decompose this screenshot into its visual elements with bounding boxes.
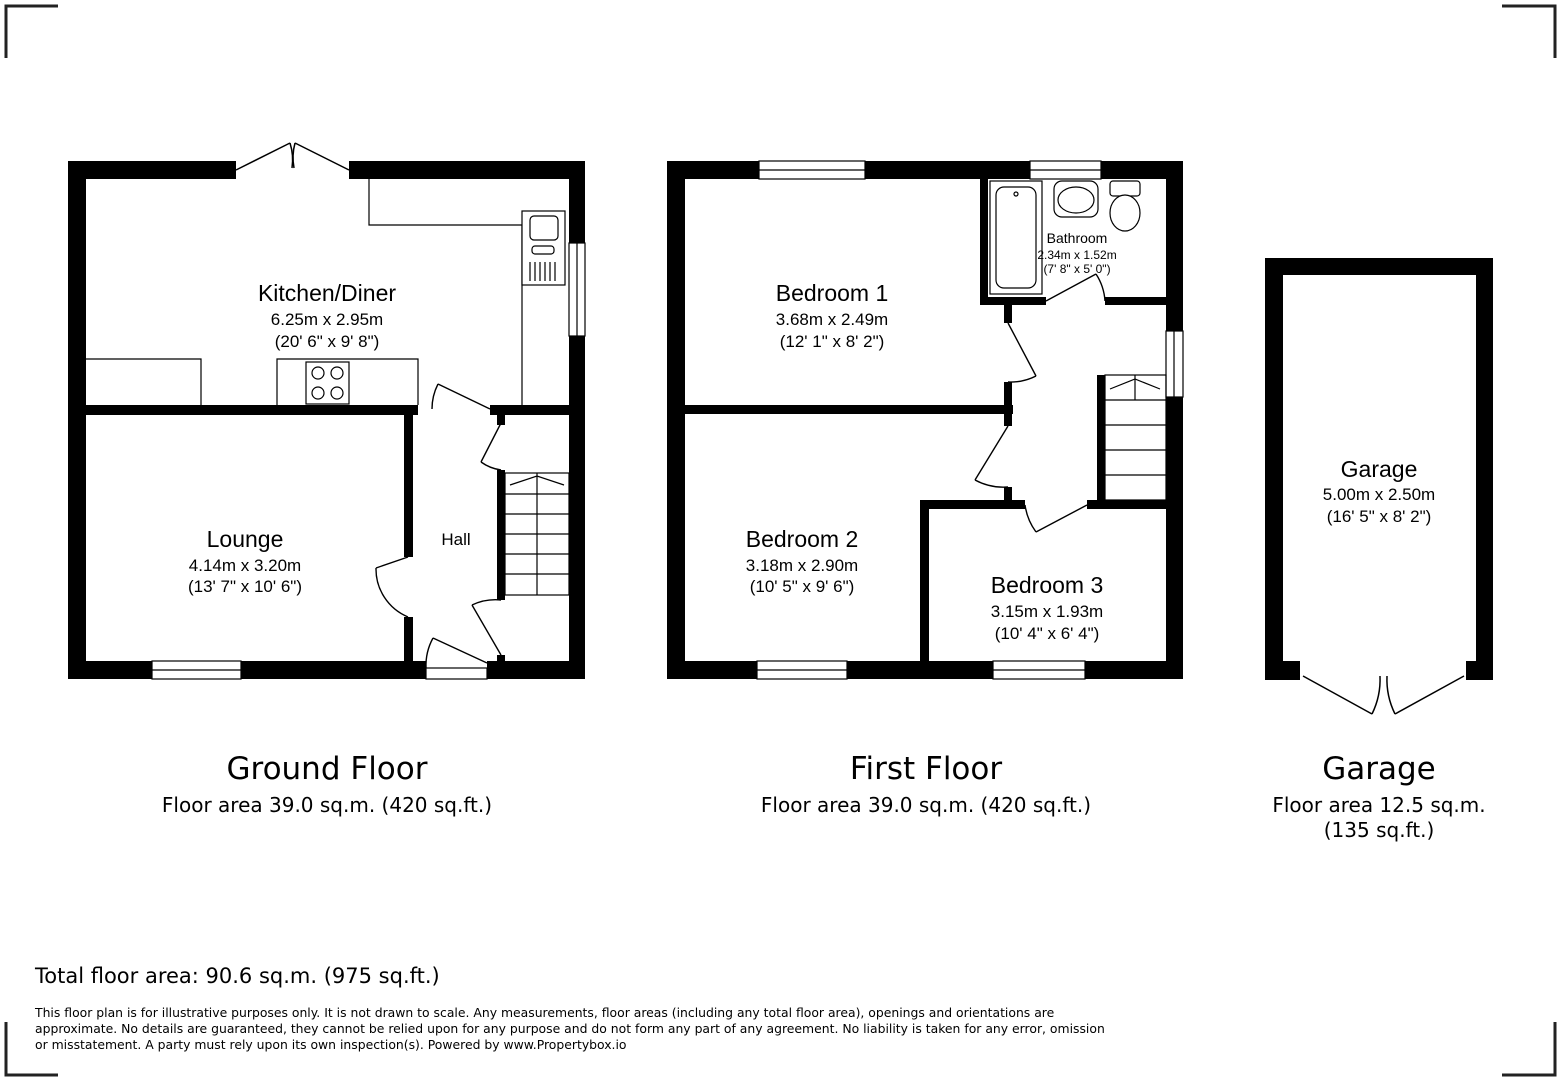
bedroom3-imperial: (10' 4" x 6' 4"): [994, 624, 1100, 643]
bedroom1-name: Bedroom 1: [775, 280, 889, 306]
first-floor-doors: [975, 274, 1105, 532]
garage-plan: [1265, 258, 1493, 842]
disclaimer-text: This floor plan is for illustrative purposes only. It is not drawn to scale. Any measurements, floor areas (including any total floor area), openings and orientations are approximate. No details are guaranteed, they cannot be relied upon for any purpose and do not form any part of any agreement. No liability is taken for any error, omission or misstatement. A party must rely upon its own inspection(s). Powered by www.Propertybox.io: [35, 1005, 1105, 1052]
garage-metric: 5.00m x 2.50m: [1322, 485, 1436, 504]
kitchen-french-doors: [236, 143, 349, 170]
hall-name: Hall: [441, 530, 471, 549]
bedroom2-name: Bedroom 2: [745, 526, 859, 552]
ground-floor-title: Ground Floor: [226, 751, 428, 787]
garage-labels: [1272, 456, 1485, 842]
garage-imperial: (16' 5" x 8' 2"): [1326, 507, 1432, 526]
first-floor-stairs: [1105, 375, 1166, 500]
bathroom-name: Bathroom: [1046, 230, 1108, 246]
first-floor-area: Floor area 39.0 sq.m. (420 sq.ft.): [760, 793, 1092, 817]
bedroom1-imperial: (12' 1" x 8' 2"): [779, 332, 885, 351]
bathroom-imperial: (7' 8" x 5' 0"): [1043, 262, 1111, 276]
bedroom3-name: Bedroom 3: [990, 572, 1104, 598]
first-floor-labels: [746, 230, 1117, 817]
kitchen-imperial: (20' 6" x 9' 8"): [274, 332, 380, 351]
ground-floor-stairs: [505, 473, 569, 595]
garage-area-line1: Floor area 12.5 sq.m.: [1272, 793, 1486, 817]
lounge-imperial: (13' 7" x 10' 6"): [187, 577, 303, 596]
first-floor-plan: [667, 161, 1183, 817]
first-floor-windows: [757, 161, 1183, 679]
total-floor-area: Total floor area: 90.6 sq.m. (975 sq.ft.): [35, 964, 440, 988]
bathroom-metric: 2.34m x 1.52m: [1037, 248, 1117, 262]
ground-floor-walls: [68, 161, 585, 679]
bedroom2-imperial: (10' 5" x 9' 6"): [749, 577, 855, 596]
bedroom2-metric: 3.18m x 2.90m: [745, 556, 859, 575]
lounge-name: Lounge: [206, 526, 284, 552]
bedroom3-metric: 3.15m x 1.93m: [990, 602, 1104, 621]
kitchen-name: Kitchen/Diner: [257, 280, 397, 306]
ground-floor-windows: [152, 243, 585, 679]
ground-floor-plan: [68, 143, 585, 817]
garage-name: Garage: [1340, 456, 1418, 482]
bedroom1-metric: 3.68m x 2.49m: [775, 310, 889, 329]
lounge-metric: 4.14m x 3.20m: [188, 556, 302, 575]
garage-title: Garage: [1322, 751, 1436, 787]
ground-floor-doors: [376, 384, 501, 679]
garage-doors: [1303, 676, 1464, 714]
ground-floor-labels: [162, 280, 492, 817]
garage-area-line2: (135 sq.ft.): [1323, 818, 1435, 842]
ground-floor-area: Floor area 39.0 sq.m. (420 sq.ft.): [161, 793, 493, 817]
kitchen-metric: 6.25m x 2.95m: [270, 310, 384, 329]
first-floor-title: First Floor: [849, 751, 1003, 787]
